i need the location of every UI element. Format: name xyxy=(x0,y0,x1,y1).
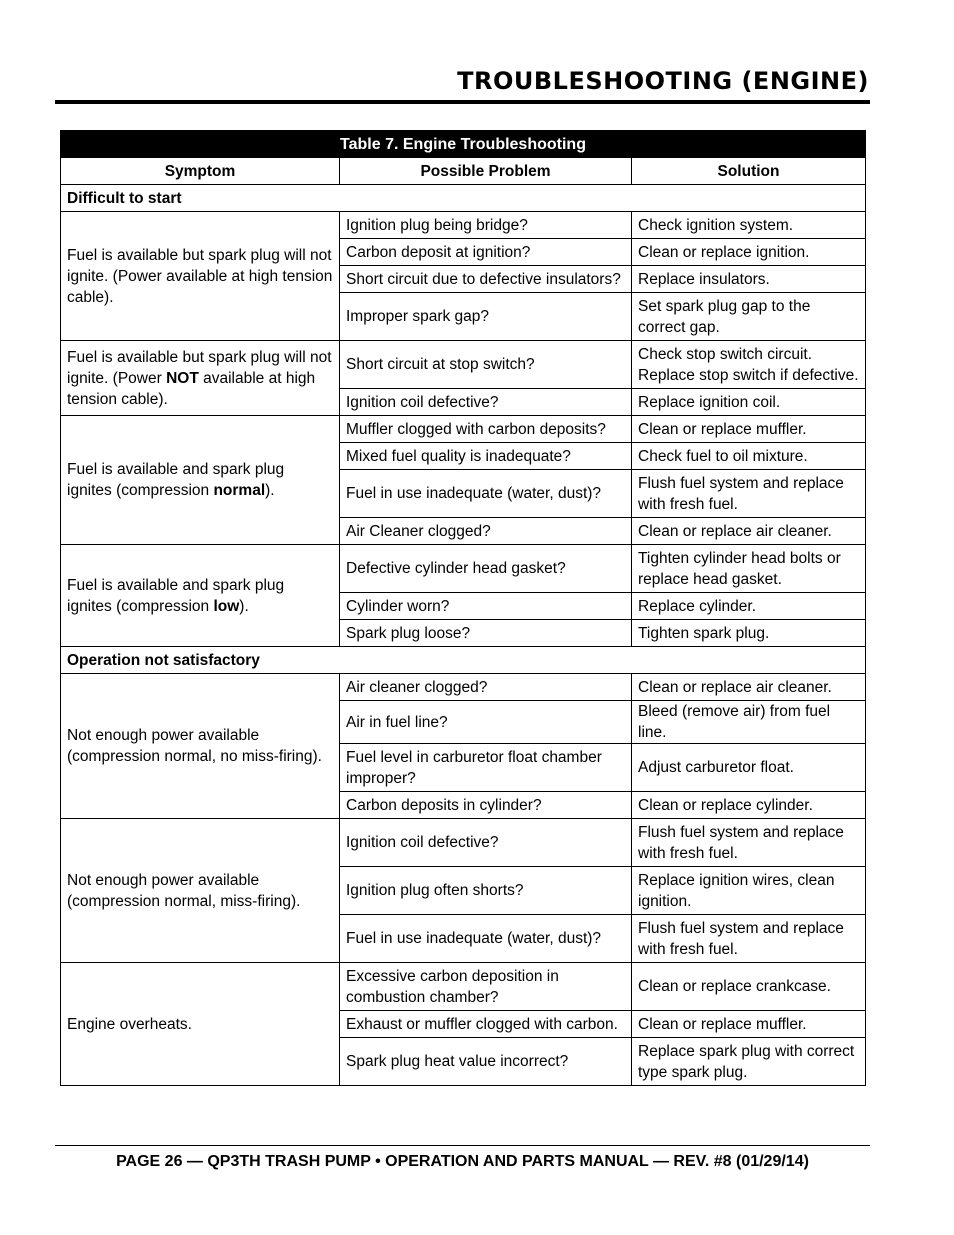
symptom-text: Fuel is available but spark plug will not ignite. (Power xyxy=(67,348,332,387)
table-body xyxy=(61,185,866,1086)
problem-cell: Carbon deposit at ignition? xyxy=(340,239,632,266)
symptom-cell xyxy=(61,341,340,416)
problem-cell: Short circuit due to defective insulators? xyxy=(340,266,632,293)
column-header-problem: Possible Problem xyxy=(340,158,632,185)
table-row xyxy=(61,545,866,593)
page-title: TROUBLESHOOTING (ENGINE) xyxy=(457,67,869,95)
solution-cell: Bleed (remove air) from fuel line. xyxy=(632,701,866,744)
solution-cell: Clean or replace muffler. xyxy=(632,1011,866,1038)
solution-cell: Set spark plug gap to the correct gap. xyxy=(632,293,866,341)
problem-cell: Spark plug heat value incorrect? xyxy=(340,1038,632,1086)
solution-cell: Adjust carburetor float. xyxy=(632,744,866,792)
symptom-cell xyxy=(61,674,340,819)
table-row xyxy=(61,819,866,867)
problem-cell: Ignition plug being bridge? xyxy=(340,212,632,239)
problem-cell: Air Cleaner clogged? xyxy=(340,518,632,545)
column-header-solution: Solution xyxy=(632,158,866,185)
table-caption: Table 7. Engine Troubleshooting xyxy=(61,131,866,158)
symptom-text: available at high tension cable). xyxy=(67,369,316,408)
problem-cell: Muffler clogged with carbon deposits? xyxy=(340,416,632,443)
problem-cell: Fuel in use inadequate (water, dust)? xyxy=(340,915,632,963)
solution-cell: Check ignition system. xyxy=(632,212,866,239)
symptom-text: Fuel is available but spark plug will not ignite. (Power available at high tension cable). xyxy=(67,246,333,306)
symptom-text: Fuel is available and spark plug ignites (compression xyxy=(67,461,285,499)
problem-cell: Improper spark gap? xyxy=(340,293,632,341)
problem-cell: Air in fuel line? xyxy=(340,701,632,744)
symptom-text: Not enough power available (compression normal, miss-firing). xyxy=(67,871,301,910)
section-title: Difficult to start xyxy=(61,185,866,212)
problem-cell: Fuel level in carburetor float chamber improper? xyxy=(340,744,632,792)
symptom-text: Engine overheats. xyxy=(67,1015,192,1033)
solution-cell: Clean or replace air cleaner. xyxy=(632,518,866,545)
problem-cell: Spark plug loose? xyxy=(340,620,632,647)
problem-cell: Excessive carbon deposition in combustion chamber? xyxy=(340,963,632,1011)
solution-cell: Check stop switch circuit. Replace stop switch if defective. xyxy=(632,341,866,389)
section-row xyxy=(61,185,866,212)
problem-cell: Cylinder worn? xyxy=(340,593,632,620)
solution-cell: Flush fuel system and replace with fresh fuel. xyxy=(632,470,866,518)
solution-cell: Clean or replace crankcase. xyxy=(632,963,866,1011)
footer-rule xyxy=(55,1145,870,1146)
symptom-text: ). xyxy=(265,482,275,499)
solution-cell: Replace spark plug with correct type spark plug. xyxy=(632,1038,866,1086)
symptom-cell xyxy=(61,416,340,545)
problem-cell: Air cleaner clogged? xyxy=(340,674,632,701)
symptom-text: ). xyxy=(239,597,249,615)
table-row xyxy=(61,416,866,443)
solution-cell: Clean or replace air cleaner. xyxy=(632,674,866,701)
problem-cell: Short circuit at stop switch? xyxy=(340,341,632,389)
solution-cell: Check fuel to oil mixture. xyxy=(632,443,866,470)
problem-cell: Defective cylinder head gasket? xyxy=(340,545,632,593)
troubleshooting-table xyxy=(60,130,866,1086)
symptom-emphasis: low xyxy=(213,597,240,615)
symptom-emphasis: NOT xyxy=(166,369,199,387)
section-row xyxy=(61,647,866,674)
problem-cell: Mixed fuel quality is inadequate? xyxy=(340,443,632,470)
solution-cell: Tighten cylinder head bolts or replace head gasket. xyxy=(632,545,866,593)
problem-cell: Exhaust or muffler clogged with carbon. xyxy=(340,1011,632,1038)
solution-cell: Clean or replace muffler. xyxy=(632,416,866,443)
symptom-cell xyxy=(61,963,340,1086)
solution-cell: Flush fuel system and replace with fresh fuel. xyxy=(632,915,866,963)
section-title: Operation not satisfactory xyxy=(61,647,866,674)
symptom-text: Fuel is available and spark plug ignites (compression xyxy=(67,576,285,615)
table-row xyxy=(61,674,866,701)
solution-cell: Flush fuel system and replace with fresh fuel. xyxy=(632,819,866,867)
solution-cell: Replace ignition wires, clean ignition. xyxy=(632,867,866,915)
solution-cell: Replace ignition coil. xyxy=(632,389,866,416)
table-row xyxy=(61,963,866,1011)
solution-cell: Tighten spark plug. xyxy=(632,620,866,647)
symptom-cell xyxy=(61,545,340,647)
solution-cell: Clean or replace ignition. xyxy=(632,239,866,266)
solution-cell: Replace cylinder. xyxy=(632,593,866,620)
page-footer: PAGE 26 — QP3TH TRASH PUMP • OPERATION AND PARTS MANUAL — REV. #8 (01/29/14) xyxy=(116,1153,809,1170)
symptom-cell xyxy=(61,819,340,963)
solution-cell: Replace insulators. xyxy=(632,266,866,293)
problem-cell: Ignition coil defective? xyxy=(340,819,632,867)
problem-cell: Ignition coil defective? xyxy=(340,389,632,416)
symptom-emphasis: normal xyxy=(213,482,266,499)
problem-cell: Ignition plug often shorts? xyxy=(340,867,632,915)
column-header-symptom: Symptom xyxy=(61,158,340,185)
symptom-cell xyxy=(61,212,340,341)
table-row xyxy=(61,341,866,389)
problem-cell: Fuel in use inadequate (water, dust)? xyxy=(340,470,632,518)
problem-cell: Carbon deposits in cylinder? xyxy=(340,792,632,819)
table-row xyxy=(61,212,866,239)
symptom-text: Not enough power available (compression normal, no miss-firing). xyxy=(67,727,322,765)
title-rule xyxy=(55,100,870,104)
solution-cell: Clean or replace cylinder. xyxy=(632,792,866,819)
